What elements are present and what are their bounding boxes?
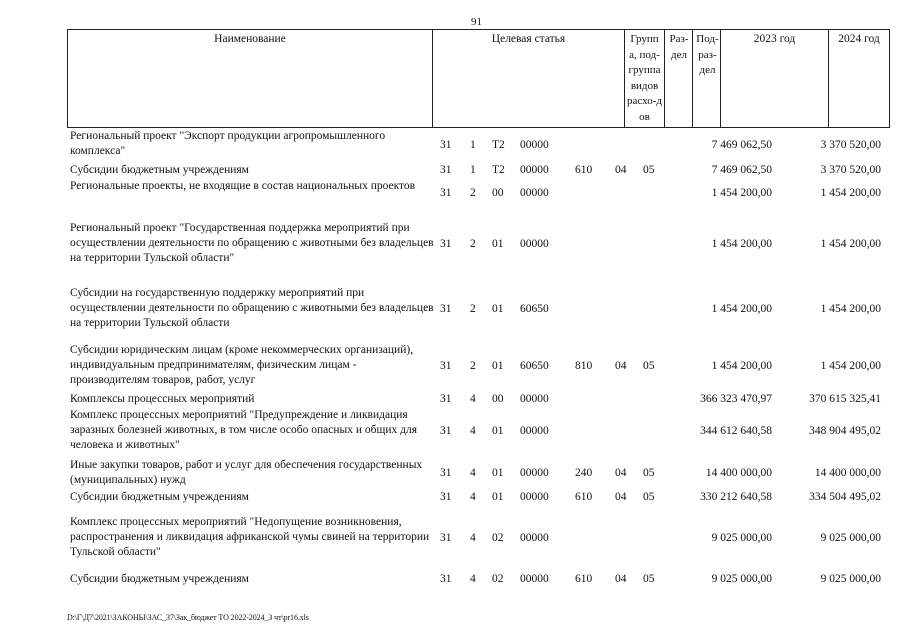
- row-code-b: 4: [470, 393, 476, 405]
- row-name: Комплексы процессных мероприятий: [70, 393, 255, 405]
- row-2024: 1 454 200,00: [820, 303, 881, 315]
- row-section: 04: [615, 360, 627, 372]
- row-2023: 14 400 000,00: [705, 467, 772, 479]
- row-2024: 1 454 200,00: [820, 187, 881, 199]
- row-code-c: 02: [492, 532, 504, 544]
- row-2024: 334 504 495,02: [809, 491, 881, 503]
- row-code-a: 31: [440, 139, 452, 151]
- row-2024: 14 400 000,00: [814, 467, 881, 479]
- row-name: Региональные проекты, не входящие в состав национальных проектов: [70, 180, 416, 192]
- header-target-article: Целевая статья: [433, 30, 625, 127]
- row-2023: 1 454 200,00: [711, 187, 772, 199]
- row-code-a: 31: [440, 491, 452, 503]
- row-name: Субсидии юридическим лицам (кроме некоммерческих организаций), индивидуальным предпринимателям, физическим лицам - производителям товаров, работ, услуг: [70, 344, 414, 386]
- row-code-c: 01: [492, 467, 504, 479]
- row-code-d: 00000: [520, 164, 549, 176]
- row-2023: 9 025 000,00: [711, 532, 772, 544]
- row-group: 610: [575, 164, 593, 176]
- row-code-b: 2: [470, 303, 476, 315]
- row-code-a: 31: [440, 164, 452, 176]
- row-code-c: T2: [492, 139, 505, 151]
- page-number: 91: [471, 16, 482, 28]
- row-2023: 7 469 062,50: [711, 164, 772, 176]
- footer-file-path: D:\Г\Д7\2021\ЗАКОНЫ\ЗАС_37\Зак_бюджет ТО 2022-2024_3 чт\pr16.xls: [67, 613, 309, 622]
- header-name: Наименование: [68, 30, 433, 127]
- row-code-d: 00000: [520, 467, 549, 479]
- row-code-d: 00000: [520, 425, 549, 437]
- row-code-b: 4: [470, 425, 476, 437]
- row-name: Комплекс процессных мероприятий "Недопущение возникновения, распространения и ликвидация африканской чумы свиней на территории Тульской области": [70, 516, 430, 558]
- row-code-b: 4: [470, 491, 476, 503]
- row-code-d: 00000: [520, 139, 549, 151]
- row-subsection: 05: [643, 164, 655, 176]
- row-section: 04: [615, 491, 627, 503]
- row-code-c: 01: [492, 360, 504, 372]
- row-code-b: 1: [470, 164, 476, 176]
- row-2023: 1 454 200,00: [711, 360, 772, 372]
- row-2024: 3 370 520,00: [820, 164, 881, 176]
- row-group: 610: [575, 573, 593, 585]
- row-name: Субсидии бюджетным учреждениям: [70, 573, 249, 585]
- row-section: 04: [615, 467, 627, 479]
- row-code-d: 00000: [520, 393, 549, 405]
- row-code-d: 00000: [520, 573, 549, 585]
- row-2023: 7 469 062,50: [711, 139, 772, 151]
- row-2024: 1 454 200,00: [820, 360, 881, 372]
- row-code-c: 00: [492, 393, 504, 405]
- row-2024: 348 904 495,02: [809, 425, 881, 437]
- row-name: Субсидии на государственную поддержку мероприятий при осуществлении деятельности по обращению с животными без владельцев на территории Тульской области: [70, 287, 434, 329]
- header-2024: 2024 год: [838, 33, 880, 45]
- row-code-b: 4: [470, 532, 476, 544]
- row-code-c: T2: [492, 164, 505, 176]
- row-2023: 344 612 640,58: [700, 425, 772, 437]
- row-2023: 366 323 470,97: [700, 393, 772, 405]
- row-code-b: 2: [470, 238, 476, 250]
- row-2023: 9 025 000,00: [711, 573, 772, 585]
- row-subsection: 05: [643, 573, 655, 585]
- row-name: Иные закупки товаров, работ и услуг для обеспечения государственных (муниципальных) нужд: [70, 459, 423, 486]
- row-code-a: 31: [440, 238, 452, 250]
- row-2024: 9 025 000,00: [820, 573, 881, 585]
- row-group: 610: [575, 491, 593, 503]
- row-code-b: 2: [470, 187, 476, 199]
- row-code-a: 31: [440, 360, 452, 372]
- row-code-a: 31: [440, 573, 452, 585]
- row-code-c: 01: [492, 491, 504, 503]
- row-code-c: 00: [492, 187, 504, 199]
- row-section: 04: [615, 164, 627, 176]
- row-code-a: 31: [440, 532, 452, 544]
- table-header: [67, 29, 890, 128]
- row-code-d: 00000: [520, 238, 549, 250]
- row-name: Региональный проект "Государственная поддержка мероприятий при осуществлении деятельности по обращению с животными без владельцев на территории Тульской области": [70, 222, 434, 264]
- row-group: 240: [575, 467, 593, 479]
- row-code-c: 01: [492, 238, 504, 250]
- row-code-a: 31: [440, 467, 452, 479]
- row-code-a: 31: [440, 393, 452, 405]
- row-group: 810: [575, 360, 593, 372]
- row-code-d: 00000: [520, 532, 549, 544]
- row-2023: 1 454 200,00: [711, 238, 772, 250]
- row-code-a: 31: [440, 303, 452, 315]
- row-2023: 330 212 640,58: [700, 491, 772, 503]
- row-code-a: 31: [440, 187, 452, 199]
- row-2024: 1 454 200,00: [820, 238, 881, 250]
- row-code-c: 02: [492, 573, 504, 585]
- row-code-d: 00000: [520, 187, 549, 199]
- row-2023: 1 454 200,00: [711, 303, 772, 315]
- row-2024: 3 370 520,00: [820, 139, 881, 151]
- row-code-c: 01: [492, 425, 504, 437]
- header-subsection: Под-раз-дел: [693, 30, 721, 127]
- row-section: 04: [615, 573, 627, 585]
- row-code-a: 31: [440, 425, 452, 437]
- row-code-d: 00000: [520, 491, 549, 503]
- row-code-c: 01: [492, 303, 504, 315]
- row-code-b: 4: [470, 573, 476, 585]
- row-code-d: 60650: [520, 360, 549, 372]
- header-group: Группа, под-группа видов расхо-дов: [625, 30, 665, 127]
- row-name: Субсидии бюджетным учреждениям: [70, 491, 249, 503]
- row-code-b: 4: [470, 467, 476, 479]
- row-name: Региональный проект "Экспорт продукции агропромышленного комплекса": [70, 130, 386, 157]
- header-2023: 2023 год: [721, 30, 829, 127]
- row-2024: 370 615 325,41: [809, 393, 881, 405]
- row-name: Комплекс процессных мероприятий "Предупреждение и ликвидация заразных болезней животных, в том числе особо опасных и общих для человека и животных": [70, 409, 418, 451]
- row-subsection: 05: [643, 491, 655, 503]
- header-section: Раз-дел: [665, 30, 693, 127]
- row-code-b: 1: [470, 139, 476, 151]
- row-subsection: 05: [643, 360, 655, 372]
- row-2024: 9 025 000,00: [820, 532, 881, 544]
- row-code-d: 60650: [520, 303, 549, 315]
- row-name: Субсидии бюджетным учреждениям: [70, 164, 249, 176]
- row-subsection: 05: [643, 467, 655, 479]
- row-code-b: 2: [470, 360, 476, 372]
